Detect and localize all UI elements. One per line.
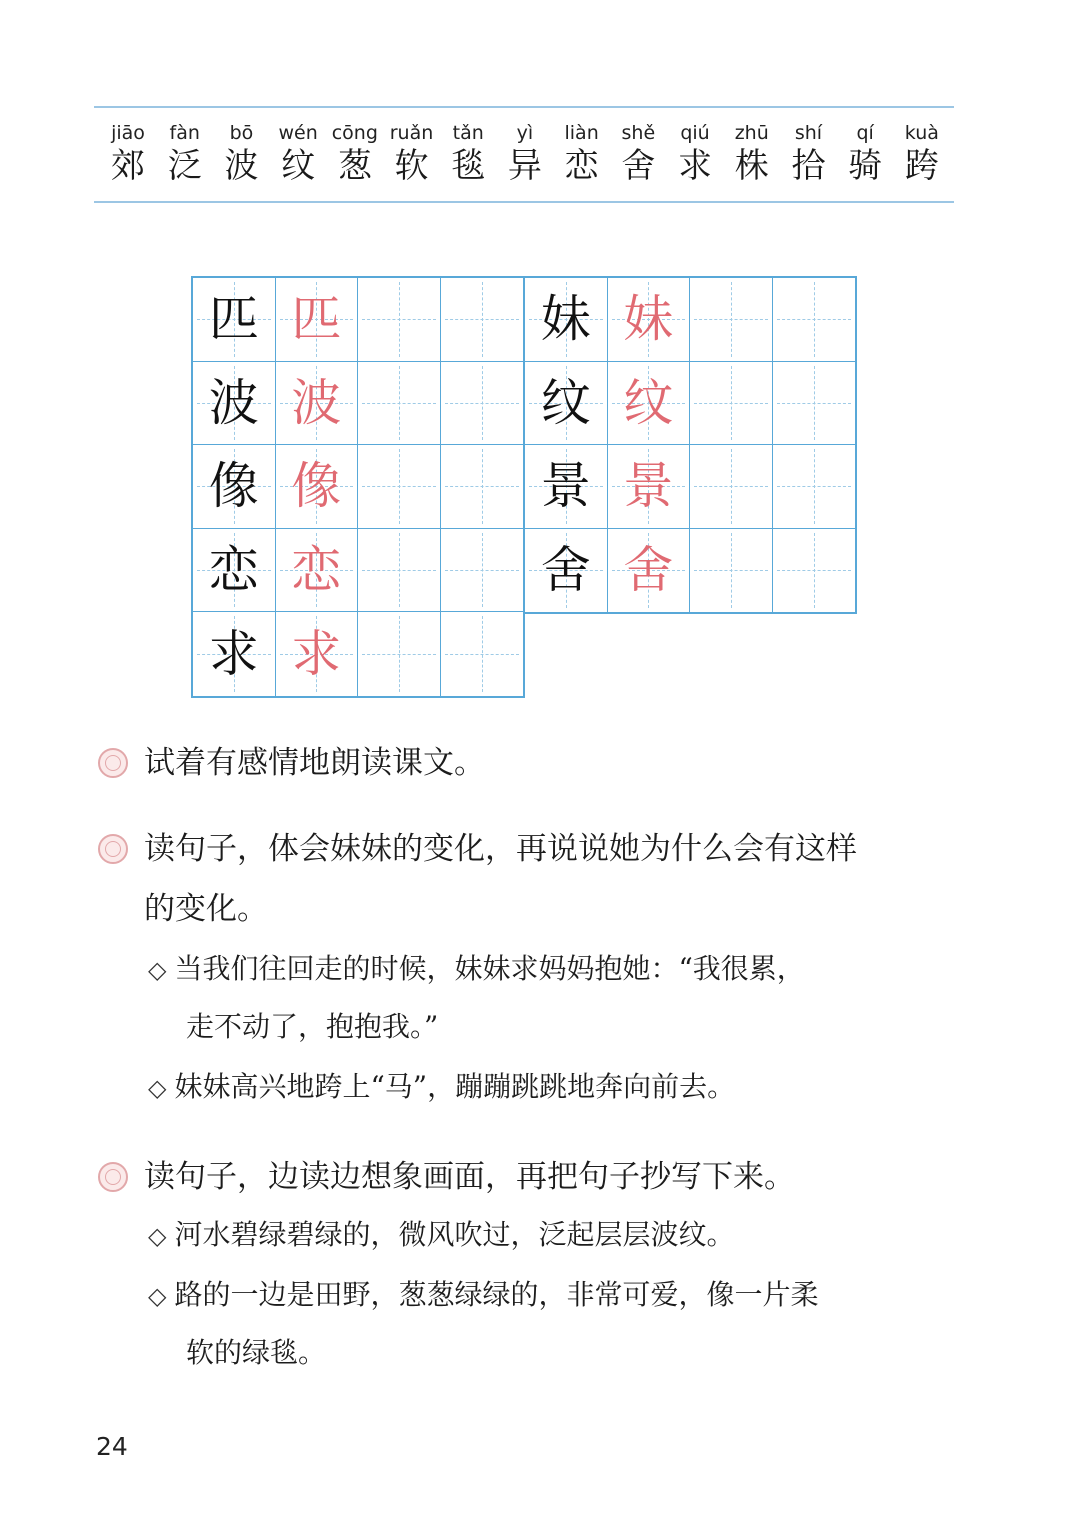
- grid-cell: [276, 362, 359, 446]
- trace-character: 波: [291, 373, 342, 432]
- vocab-item: [610, 120, 666, 186]
- vocab-item: [270, 120, 326, 186]
- diamond-bullet-icon: ◇: [148, 1222, 167, 1250]
- exercise-3-sentence-2-line1: ◇ 路的一边是田野，葱葱绿绿的，非常可爱，像一片柔: [148, 1278, 819, 1311]
- grid-cell: [525, 529, 608, 613]
- pinyin: yì: [516, 122, 534, 144]
- grid-cell: [276, 278, 359, 362]
- grid-row: [193, 278, 523, 362]
- pinyin: kuà: [904, 122, 939, 144]
- model-character: 波: [208, 373, 259, 432]
- vocab-character: 恋: [564, 146, 599, 186]
- practice-cell: [358, 445, 441, 529]
- grid-row: [525, 529, 855, 613]
- grid-cell: [193, 362, 276, 446]
- exercise-2-sentence-1-line1: ◇ 当我们往回走的时候，妹妹求妈妈抱她：“我很累，: [148, 952, 805, 985]
- practice-cell: [358, 362, 441, 446]
- grid-row: [193, 612, 523, 696]
- trace-character: 妹: [623, 290, 674, 349]
- grid-cell: [193, 529, 276, 613]
- pinyin: tǎn: [452, 122, 484, 144]
- diamond-bullet-icon: ◇: [148, 1074, 167, 1102]
- vocab-character: 泛: [167, 146, 202, 186]
- vocab-character: 异: [507, 146, 542, 186]
- pinyin: zhū: [734, 122, 769, 144]
- vocab-item: [554, 120, 610, 186]
- vocab-item: [497, 120, 553, 186]
- vocab-item: [213, 120, 269, 186]
- vocab-character: 株: [734, 146, 769, 186]
- grid-row: [525, 445, 855, 529]
- exercise-icon: [98, 1162, 128, 1192]
- vocab-character: 骑: [848, 146, 883, 186]
- trace-character: 纹: [623, 373, 674, 432]
- grid-row: [193, 362, 523, 446]
- exercise-3-sentence-1: ◇ 河水碧绿碧绿的，微风吹过，泛起层层波纹。: [148, 1218, 735, 1251]
- vocab-item: [837, 120, 893, 186]
- practice-cell: [441, 529, 524, 613]
- pinyin: shí: [794, 122, 823, 144]
- page-number: 24: [96, 1432, 128, 1461]
- practice-cell: [358, 529, 441, 613]
- vocab-item: [894, 120, 950, 186]
- pinyin: cōng: [331, 122, 378, 144]
- pinyin: wén: [278, 122, 318, 144]
- pinyin: qiú: [680, 122, 710, 144]
- trace-character: 舍: [623, 541, 674, 600]
- vocab-character: 葱: [337, 146, 372, 186]
- pinyin: liàn: [564, 122, 599, 144]
- grid-cell: [276, 529, 359, 613]
- top-rule: [94, 106, 954, 108]
- practice-cell: [441, 612, 524, 696]
- grid-row: [193, 445, 523, 529]
- exercise-icon: [98, 748, 128, 778]
- writing-grid-right: [523, 276, 857, 614]
- pinyin: jiāo: [111, 122, 145, 144]
- grid-cell: [193, 278, 276, 362]
- trace-character: 像: [291, 457, 342, 516]
- vocab-item: [667, 120, 723, 186]
- exercise-3-sentence-2-line2: 软的绿毯。: [186, 1336, 327, 1369]
- vocab-item: [100, 120, 156, 186]
- grid-row: [193, 529, 523, 613]
- grid-cell: [276, 445, 359, 529]
- model-character: 求: [208, 624, 259, 683]
- trace-character: 匹: [291, 290, 342, 349]
- vocab-character: 软: [394, 146, 429, 186]
- practice-cell: [441, 278, 524, 362]
- vocab-character: 舍: [621, 146, 656, 186]
- vocab-item: [780, 120, 836, 186]
- vocab-character: 纹: [281, 146, 316, 186]
- grid-cell: [525, 362, 608, 446]
- vocabulary-row: [100, 120, 950, 186]
- vocab-character: 求: [678, 146, 713, 186]
- exercise-2-text-line2: 的变化。: [144, 891, 268, 927]
- practice-cell: [358, 612, 441, 696]
- practice-cell: [773, 529, 856, 613]
- model-character: 景: [540, 457, 591, 516]
- grid-cell: [608, 362, 691, 446]
- grid-row: [525, 278, 855, 362]
- vocab-character: 波: [224, 146, 259, 186]
- exercise-icon: [98, 834, 128, 864]
- grid-cell: [193, 612, 276, 696]
- exercise-2-sentence-1-line2: 走不动了，抱抱我。”: [186, 1010, 439, 1043]
- vocab-item: [724, 120, 780, 186]
- vocab-item: [157, 120, 213, 186]
- writing-grid-left: [191, 276, 525, 698]
- pinyin: ruǎn: [389, 122, 434, 144]
- exercise-2-text-line1: 读句子，体会妹妹的变化，再说说她为什么会有这样: [144, 831, 857, 867]
- vocab-item: [440, 120, 496, 186]
- grid-cell: [608, 445, 691, 529]
- practice-cell: [773, 362, 856, 446]
- vocab-character: 拾: [791, 146, 826, 186]
- trace-character: 恋: [291, 540, 342, 599]
- vocab-character: 郊: [111, 146, 145, 186]
- exercise-3-text: 读句子，边读边想象画面，再把句子抄写下来。: [144, 1159, 795, 1195]
- practice-cell: [690, 362, 773, 446]
- model-character: 妹: [540, 290, 591, 349]
- grid-cell: [608, 278, 691, 362]
- model-character: 像: [208, 457, 259, 516]
- practice-cell: [441, 445, 524, 529]
- diamond-bullet-icon: ◇: [148, 956, 167, 984]
- vocab-character: 跨: [904, 146, 939, 186]
- grid-cell: [608, 529, 691, 613]
- bottom-rule: [94, 201, 954, 203]
- diamond-bullet-icon: ◇: [148, 1282, 167, 1310]
- practice-cell: [690, 529, 773, 613]
- practice-cell: [690, 278, 773, 362]
- grid-row: [525, 362, 855, 446]
- pinyin: bō: [229, 122, 254, 144]
- model-character: 纹: [540, 373, 591, 432]
- exercise-1-text: 试着有感情地朗读课文。: [144, 745, 485, 781]
- grid-cell: [525, 278, 608, 362]
- vocab-character: 毯: [451, 146, 486, 186]
- grid-cell: [276, 612, 359, 696]
- model-character: 舍: [540, 541, 591, 600]
- model-character: 匹: [208, 290, 259, 349]
- pinyin: fàn: [169, 122, 200, 144]
- exercise-2-sentence-2: ◇ 妹妹高兴地跨上“马”，蹦蹦跳跳地奔向前去。: [148, 1070, 736, 1103]
- model-character: 恋: [208, 540, 259, 599]
- practice-cell: [441, 362, 524, 446]
- pinyin: shě: [621, 122, 656, 144]
- vocab-item: [327, 120, 383, 186]
- vocab-item: [384, 120, 440, 186]
- practice-cell: [773, 445, 856, 529]
- practice-cell: [773, 278, 856, 362]
- practice-cell: [690, 445, 773, 529]
- pinyin: qí: [856, 122, 874, 144]
- trace-character: 景: [623, 457, 674, 516]
- grid-cell: [193, 445, 276, 529]
- practice-cell: [358, 278, 441, 362]
- grid-cell: [525, 445, 608, 529]
- trace-character: 求: [291, 624, 342, 683]
